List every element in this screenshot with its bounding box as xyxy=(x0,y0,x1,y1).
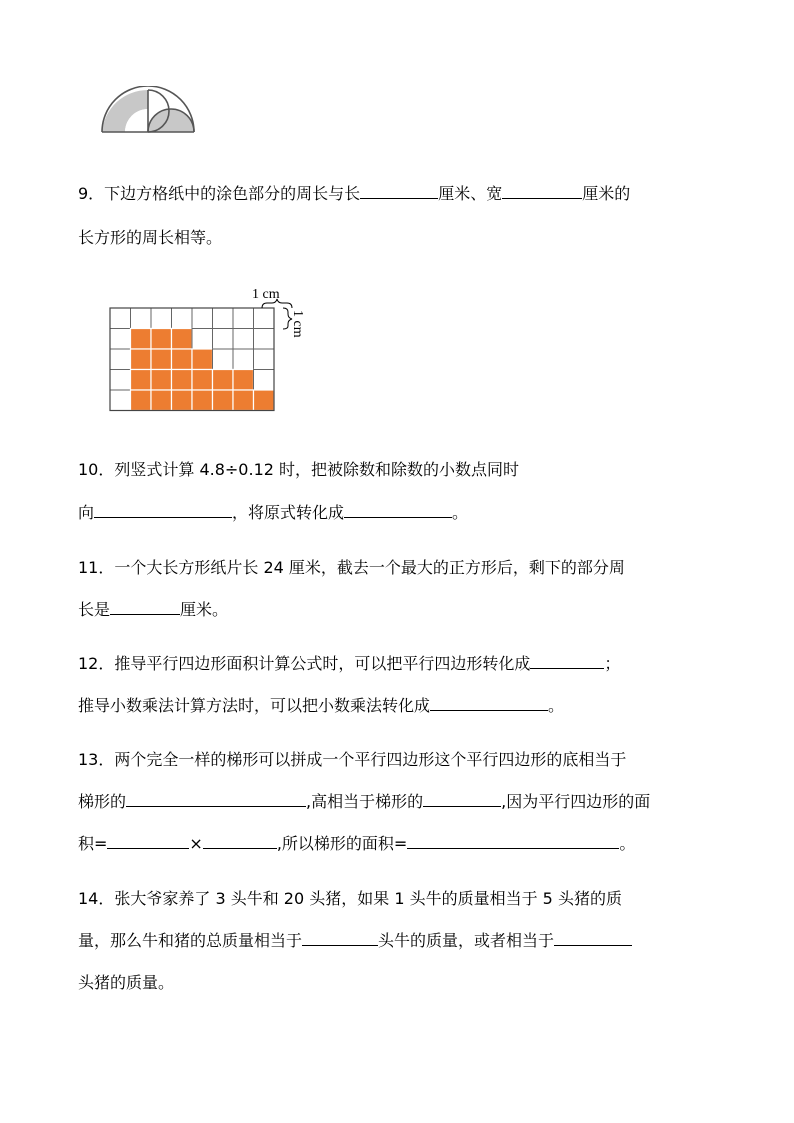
q12-method-blank[interactable] xyxy=(430,694,548,711)
grid-cell-shaded xyxy=(213,370,234,391)
grid-cell-shaded xyxy=(151,370,172,391)
grid-cell-shaded xyxy=(172,370,193,391)
q13-trapezoid-area-blank[interactable] xyxy=(407,832,619,849)
q10-expression-blank[interactable] xyxy=(344,501,452,518)
grid-cell xyxy=(172,308,193,329)
q13-line2: 梯形的 ,高相当于梯形的 ,因为平行四边形的面 xyxy=(78,792,651,811)
grid-cell-shaded xyxy=(151,349,172,370)
q9-length-blank[interactable] xyxy=(360,182,438,199)
grid-cell xyxy=(254,349,275,370)
q9-line1: 9．下边方格纸中的涂色部分的周长与长 厘米、宽 厘米的 xyxy=(78,184,631,203)
grid-cell xyxy=(233,349,254,370)
grid-cell xyxy=(192,329,213,350)
q14-pig-blank[interactable] xyxy=(554,929,632,946)
grid-cell xyxy=(254,370,275,391)
grid-cell-shaded xyxy=(254,390,275,411)
grid-cell-shaded xyxy=(131,370,152,391)
grid-cell-shaded xyxy=(131,390,152,411)
q13-line3: 积= × ,所以梯形的面积= 。 xyxy=(78,834,636,853)
q13-height-blank[interactable] xyxy=(423,790,501,807)
q11-line2: 长是 厘米。 xyxy=(78,600,229,619)
q10-direction-blank[interactable] xyxy=(94,501,232,518)
q11-line1: 11．一个大长方形纸片长 24 厘米，截去一个最大的正方形后，剩下的部分周 xyxy=(78,558,625,577)
grid-cell-shaded xyxy=(131,329,152,350)
grid-cell-shaded xyxy=(151,390,172,411)
q14-cattle-blank[interactable] xyxy=(302,929,378,946)
grid-cell-shaded xyxy=(172,329,193,350)
grid-cell-shaded xyxy=(233,370,254,391)
grid-cell-shaded xyxy=(192,370,213,391)
q12-line1: 12．推导平行四边形面积计算公式时，可以把平行四边形转化成 ； xyxy=(78,654,621,673)
grid-cell xyxy=(254,329,275,350)
grid-label-horizontal: 1 cm xyxy=(252,287,280,302)
grid-label-vertical: 1 cm xyxy=(290,310,305,338)
grid-cell xyxy=(213,349,234,370)
grid-cells xyxy=(110,308,274,411)
grid-cell xyxy=(110,390,131,411)
grid-cell-shaded xyxy=(131,349,152,370)
q13-area-factor2-blank[interactable] xyxy=(203,832,277,849)
q10-line2: 向 ，将原式转化成 。 xyxy=(78,503,469,522)
q14-line1: 14．张大爷家养了 3 头牛和 20 头猪，如果 1 头牛的质量相当于 5 头猪的质 xyxy=(78,889,622,908)
grid-cell-shaded xyxy=(192,349,213,370)
grid-cell xyxy=(213,329,234,350)
q12-line2: 推导小数乘法计算方法时，可以把小数乘法转化成 。 xyxy=(78,696,565,715)
q14-line2: 量，那么牛和猪的总质量相当于 头牛的质量，或者相当于 xyxy=(78,929,632,953)
grid-cell-shaded xyxy=(213,390,234,411)
grid-cell xyxy=(110,308,131,329)
q10-line1: 10．列竖式计算 4.8÷0.12 时，把被除数和除数的小数点同时 xyxy=(78,460,520,479)
q11-perimeter-blank[interactable] xyxy=(110,598,180,615)
grid-cell xyxy=(192,308,213,329)
q9-line2: 长方形的周长相等。 xyxy=(78,228,223,247)
q13-line1: 13．两个完全一样的梯形可以拼成一个平行四边形这个平行四边形的底相当于 xyxy=(78,750,627,769)
q12-shape-blank[interactable] xyxy=(530,652,604,669)
grid-cell xyxy=(233,308,254,329)
grid-cell xyxy=(110,329,131,350)
grid-figure xyxy=(100,282,320,422)
grid-cell xyxy=(151,308,172,329)
grid-cell xyxy=(131,308,152,329)
grid-cell xyxy=(213,308,234,329)
grid-cell xyxy=(110,370,131,391)
grid-cell-shaded xyxy=(172,349,193,370)
grid-cell xyxy=(233,329,254,350)
grid-cell-shaded xyxy=(233,390,254,411)
q13-base-blank[interactable] xyxy=(126,790,306,807)
q13-area-factor1-blank[interactable] xyxy=(107,832,189,849)
q14-line3: 头猪的质量。 xyxy=(78,973,175,992)
grid-cell-shaded xyxy=(172,390,193,411)
q9-width-blank[interactable] xyxy=(502,182,582,199)
grid-cell-shaded xyxy=(192,390,213,411)
semicircle-figure xyxy=(98,86,198,138)
grid-cell-shaded xyxy=(151,329,172,350)
grid-cell xyxy=(254,308,275,329)
grid-cell xyxy=(110,349,131,370)
